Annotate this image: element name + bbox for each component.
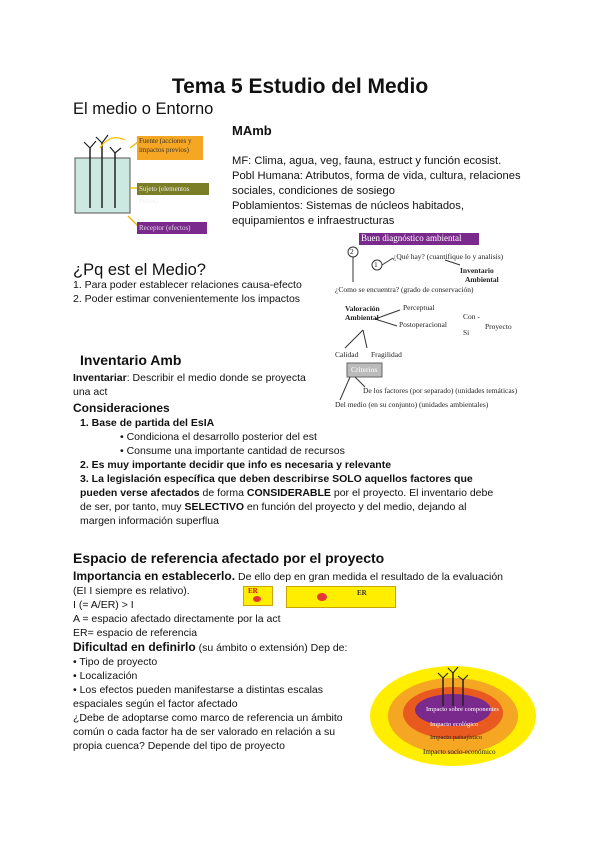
ring-label-2: Impacto ecológico xyxy=(430,721,479,728)
receptor-box: Receptor (efectos) xyxy=(137,222,207,234)
inv-def-text: : Describir el medio donde se proyecta xyxy=(126,372,306,384)
ring-label-3: Impacto paisajístico xyxy=(430,734,483,741)
ring-label-1: Impacto sobre componentes xyxy=(426,706,499,713)
esp-heading: Espacio de referencia afectado por el proyecto xyxy=(73,550,385,566)
consid-list xyxy=(80,416,520,528)
mamb-heading: MAmb xyxy=(232,123,272,138)
page-title: Tema 5 Estudio del Medio xyxy=(171,75,429,98)
er-large-mark xyxy=(317,593,327,601)
er-large-box xyxy=(286,586,396,608)
esp-b1: • Tipo de proyecto xyxy=(73,656,158,668)
medio-diagram xyxy=(70,128,230,238)
diag-q2: ¿Como se encuentra? (grado de conservación) xyxy=(335,285,474,294)
diag-si: Si xyxy=(463,328,470,337)
diag-medio: Del medio (en su conjunto) (unidades ambientales) xyxy=(335,400,489,409)
inv-def-text-2: una act xyxy=(73,386,108,398)
medio-line: MF: Clima, agua, veg, fauna, estruct y función ecosist. xyxy=(232,155,502,167)
diag-inventario: Inventario xyxy=(460,266,494,275)
consid-3: 3. La legislación específica que deben describirse SOLO aquellos factores que pueden verse afectados de forma CONSIDERABLE por el proyecto. El inventario debe de ser, por tanto, muy SELECTIVO en función del proyecto y del medio, dejando al margen información superflua xyxy=(80,473,494,527)
diag-postoperacional: Postoperacional xyxy=(399,320,447,329)
esp-q2: común o cada factor ha de ser valorado en relación a su xyxy=(73,726,336,738)
diag-calidad: Calidad xyxy=(335,350,359,359)
esp-dif: Dificultad en definirlo (su ámbito o extensión) Dep de: xyxy=(73,640,348,654)
diag-q1: ¿Qué hay? (cuantifique lo y analisis) xyxy=(393,252,504,261)
er-small-label: ER xyxy=(248,587,258,595)
pq-item: 2. Poder estimar convenientemente los impactos xyxy=(73,293,301,305)
diag-con: Con - xyxy=(463,312,480,321)
consid-1b: • Consume una importante cantidad de recursos xyxy=(120,445,345,457)
diag-n1: 1 xyxy=(374,260,378,269)
diag-proyecto: Proyecto xyxy=(485,322,512,331)
er-large-label: ER xyxy=(357,589,367,597)
esp-b3b: espaciales según el factor afectado xyxy=(73,698,238,710)
diag-valoracion: Valoración xyxy=(345,304,380,313)
medio-line: equipamientos e infraestructuras xyxy=(232,215,395,227)
inv-heading: Inventario Amb xyxy=(80,352,182,368)
esp-q3: propia cuenca? Depende del tipo de proyecto xyxy=(73,740,285,752)
esp-q1: ¿Debe de adoptarse como marco de referencia un ámbito xyxy=(73,712,343,724)
consid-1: 1. Base de partida del EsIA xyxy=(80,417,215,429)
medio-line: sociales, condiciones de sosiego xyxy=(232,185,395,197)
er-small-box xyxy=(243,586,273,606)
diag-title: Buen diagnóstico ambiental xyxy=(361,233,462,243)
medio-heading: El medio o Entorno xyxy=(73,100,214,118)
pq-list xyxy=(73,278,302,306)
diag-valoracion-2: Ambiental xyxy=(345,313,379,322)
diag-fragilidad: Fragilidad xyxy=(371,350,402,359)
esp-b2: • Localización xyxy=(73,670,138,682)
consid-1a: • Condiciona el desarrollo posterior del est xyxy=(120,431,317,443)
pq-heading: ¿Pq est el Medio? xyxy=(73,261,206,279)
er-small-mark xyxy=(253,596,261,602)
sujeto-box: Sujeto (elementos vistos) xyxy=(137,183,209,195)
diagnostico-diagram xyxy=(335,230,535,415)
consid-2: 2. Es muy importante decidir que info es necesaria y relevante xyxy=(80,459,392,471)
pq-item: 1. Para poder establecer relaciones causa-efecto xyxy=(73,279,302,291)
esp-b3: • Los efectos pueden manifestarse a distintas escalas xyxy=(73,684,323,696)
diag-n2: 2 xyxy=(350,247,354,256)
esp-l1: (EI I siempre es relativo). xyxy=(73,585,190,597)
medio-text xyxy=(232,154,521,229)
medio-line: Poblamientos: Sistemas de núcleos habitados, xyxy=(232,200,464,212)
inv-def-bold: Inventariar xyxy=(73,372,127,384)
ring-label-4: Impacto socio-económico xyxy=(423,748,496,756)
esp-imp: Importancia en establecerlo. De ello dep en gran medida el resultado de la evaluación xyxy=(73,569,503,583)
rings-diagram xyxy=(368,658,538,768)
medio-line: Pobl Humana: Atributos, forma de vida, cultura, relaciones xyxy=(232,170,521,182)
consid-heading: Consideraciones xyxy=(73,401,170,415)
diag-factores: De los factores (por separado) (unidades temáticas) xyxy=(363,386,518,395)
diag-criterios: Criterios xyxy=(351,365,378,374)
diag-ambiental: Ambiental xyxy=(465,275,499,284)
fuente-box: Fuente (acciones y impactos previos) xyxy=(137,136,203,160)
esp-l2: I (= A/ER) > I xyxy=(73,599,134,611)
esp-l4: ER= espacio de referencia xyxy=(73,627,198,639)
diag-perceptual: Perceptual xyxy=(403,303,435,312)
esp-l3: A = espacio afectado directamente por la act xyxy=(73,613,281,625)
inv-def xyxy=(73,371,363,399)
